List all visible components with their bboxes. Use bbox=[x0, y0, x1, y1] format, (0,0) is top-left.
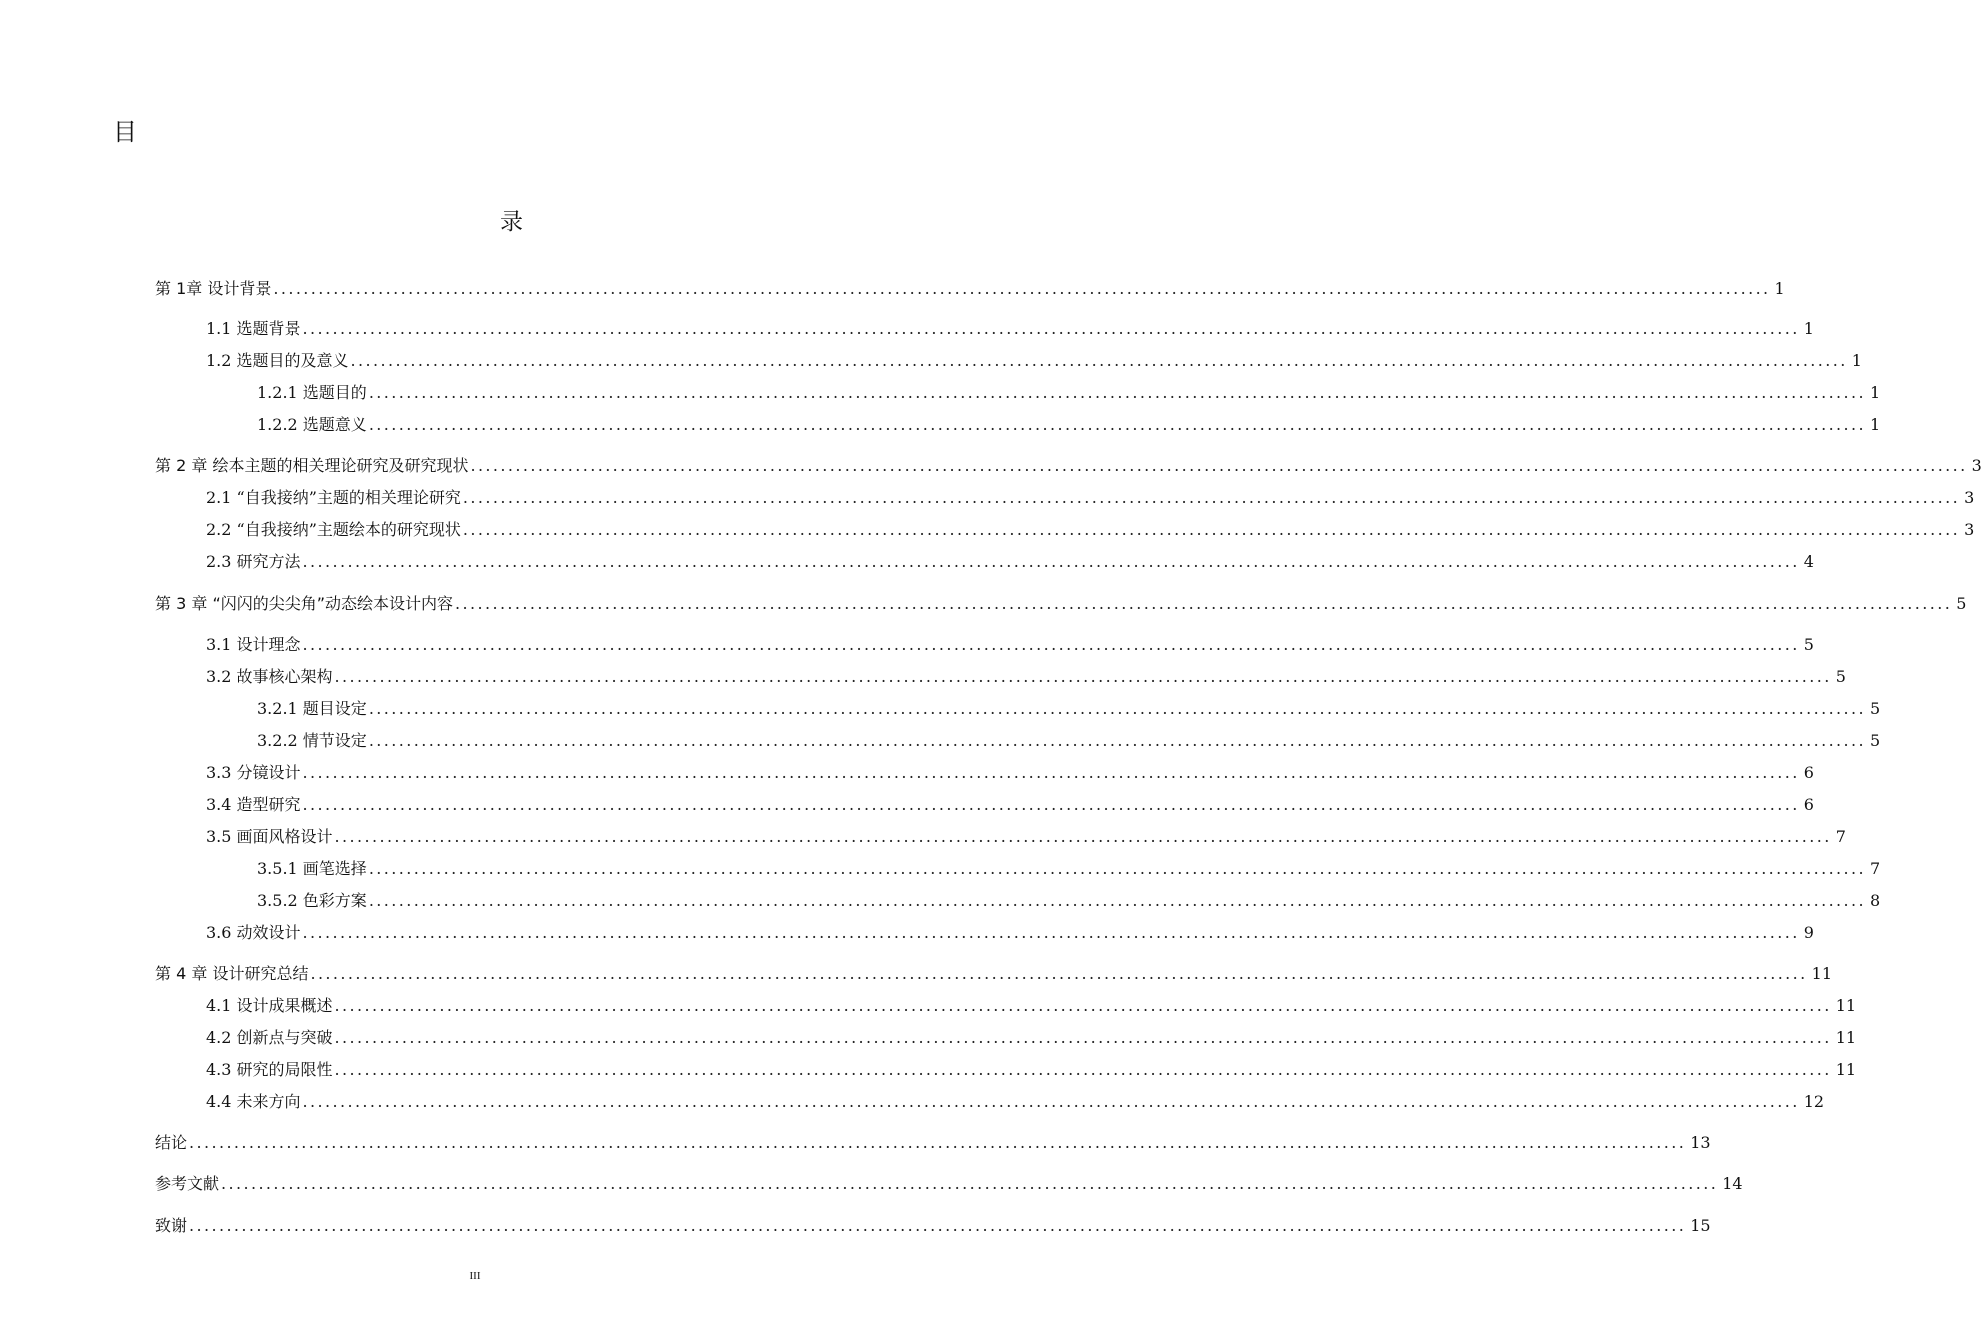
toc-entry-page-number: 4 bbox=[1803, 552, 1814, 571]
toc-entry[interactable] bbox=[257, 858, 1881, 880]
dot-leader: ........................................................................................................................................................................................................ bbox=[368, 891, 1866, 910]
toc-entry-page-number: 1 bbox=[1870, 415, 1881, 434]
toc-entry[interactable] bbox=[206, 1059, 1857, 1081]
toc-entry-label: 第 1章 设计背景 bbox=[155, 279, 272, 298]
toc-entry-page-number: 1 bbox=[1803, 319, 1814, 338]
toc-entry-label: 3.5.2 色彩方案 bbox=[257, 891, 367, 910]
toc-entry[interactable] bbox=[257, 698, 1881, 720]
toc-entry-page-number: 5 bbox=[1870, 731, 1881, 750]
toc-entry-label: 2.1 “自我接纳”主题的相关理论研究 bbox=[206, 488, 461, 507]
dot-leader: ........................................................................................................................................................................................................ bbox=[334, 1028, 1832, 1047]
toc-entry-page-number: 11 bbox=[1811, 964, 1832, 983]
toc-entry-label: 1.2.2 选题意义 bbox=[257, 415, 367, 434]
dot-leader: ........................................................................................................................................................................................................ bbox=[462, 520, 1961, 539]
toc-entry[interactable] bbox=[206, 794, 1814, 816]
toc-entry-label: 3.3 分镜设计 bbox=[206, 763, 301, 782]
toc-entry[interactable] bbox=[155, 963, 1832, 985]
page-number-footer: III bbox=[469, 1270, 481, 1282]
toc-entry-label: 3.2.2 情节设定 bbox=[257, 731, 367, 750]
toc-entry[interactable] bbox=[155, 1215, 1711, 1237]
toc-entry[interactable] bbox=[206, 519, 1975, 541]
dot-leader: ........................................................................................................................................................................................................ bbox=[462, 488, 1961, 507]
toc-entry[interactable] bbox=[206, 551, 1814, 573]
toc-entry-page-number: 3 bbox=[1964, 520, 1975, 539]
toc-entry-label: 3.6 动效设计 bbox=[206, 923, 301, 942]
toc-entry-page-number: 13 bbox=[1690, 1133, 1711, 1152]
toc-entry-page-number: 3 bbox=[1964, 488, 1975, 507]
toc-entry-page-number: 6 bbox=[1803, 763, 1814, 782]
dot-leader: ........................................................................................................................................................................................................ bbox=[368, 383, 1866, 402]
dot-leader: ........................................................................................................................................................................................................ bbox=[189, 1216, 1687, 1235]
toc-entry-page-number: 14 bbox=[1722, 1174, 1743, 1193]
toc-entry[interactable] bbox=[206, 666, 1846, 688]
toc-entry-label: 3.5.1 画笔选择 bbox=[257, 859, 367, 878]
toc-entry-label: 第 3 章 “闪闪的尖尖角”动态绘本设计内容 bbox=[155, 594, 454, 613]
dot-leader: ........................................................................................................................................................................................................ bbox=[302, 319, 1800, 338]
toc-entry-label: 1.1 选题背景 bbox=[206, 319, 301, 338]
toc-entry[interactable] bbox=[257, 730, 1881, 752]
toc-entry-page-number: 1 bbox=[1870, 383, 1881, 402]
dot-leader: ........................................................................................................................................................................................................ bbox=[368, 699, 1866, 718]
dot-leader: ........................................................................................................................................................................................................ bbox=[189, 1133, 1687, 1152]
dot-leader: ........................................................................................................................................................................................................ bbox=[302, 635, 1800, 654]
toc-entry[interactable] bbox=[206, 634, 1814, 656]
toc-entry-page-number: 5 bbox=[1870, 699, 1881, 718]
toc-entry-page-number: 11 bbox=[1835, 1028, 1857, 1047]
toc-entry[interactable] bbox=[206, 1091, 1825, 1113]
toc-entry[interactable] bbox=[155, 455, 1982, 477]
dot-leader: ........................................................................................................................................................................................................ bbox=[334, 996, 1832, 1015]
toc-entry-page-number: 7 bbox=[1835, 827, 1846, 846]
toc-entry-label: 2.3 研究方法 bbox=[206, 552, 301, 571]
toc-entry-label: 2.2 “自我接纳”主题绘本的研究现状 bbox=[206, 520, 461, 539]
toc-entry-page-number: 11 bbox=[1835, 996, 1857, 1015]
toc-entry-label: 4.1 设计成果概述 bbox=[206, 996, 333, 1015]
toc-entry[interactable] bbox=[206, 826, 1846, 848]
toc-heading-part2: 录 bbox=[500, 209, 523, 235]
toc-entry-label: 致谢 bbox=[155, 1216, 188, 1235]
toc-entry[interactable] bbox=[155, 1132, 1711, 1154]
toc-entry[interactable] bbox=[155, 1173, 1743, 1195]
toc-entry-label: 4.2 创新点与突破 bbox=[206, 1028, 333, 1047]
dot-leader: ........................................................................................................................................................................................................ bbox=[302, 795, 1800, 814]
toc-entry[interactable] bbox=[257, 890, 1881, 912]
dot-leader: ........................................................................................................................................................................................................ bbox=[334, 1060, 1832, 1079]
toc-entry[interactable] bbox=[206, 350, 1862, 372]
toc-entry[interactable] bbox=[206, 318, 1814, 340]
dot-leader: ........................................................................................................................................................................................................ bbox=[302, 552, 1800, 571]
toc-entry-label: 结论 bbox=[155, 1133, 188, 1152]
toc-entry[interactable] bbox=[257, 382, 1881, 404]
toc-entry-page-number: 15 bbox=[1690, 1216, 1711, 1235]
toc-entry-label: 3.1 设计理念 bbox=[206, 635, 301, 654]
toc-entry-label: 参考文献 bbox=[155, 1174, 220, 1193]
toc-entry-label: 第 2 章 绘本主题的相关理论研究及研究现状 bbox=[155, 456, 469, 475]
toc-entry-page-number: 9 bbox=[1803, 923, 1814, 942]
toc-entry-label: 3.4 造型研究 bbox=[206, 795, 301, 814]
dot-leader: ........................................................................................................................................................................................................ bbox=[334, 827, 1832, 846]
dot-leader: ........................................................................................................................................................................................................ bbox=[470, 456, 1968, 475]
toc-entry-label: 3.2.1 题目设定 bbox=[257, 699, 367, 718]
toc-entry-label: 1.2.1 选题目的 bbox=[257, 383, 367, 402]
dot-leader: ........................................................................................................................................................................................................ bbox=[334, 667, 1832, 686]
dot-leader: ........................................................................................................................................................................................................ bbox=[368, 859, 1866, 878]
toc-entry[interactable] bbox=[155, 278, 1785, 300]
toc-entry-page-number: 12 bbox=[1803, 1092, 1825, 1111]
toc-entry-page-number: 6 bbox=[1803, 795, 1814, 814]
toc-entry-page-number: 3 bbox=[1971, 456, 1982, 475]
toc-entry-label: 4.3 研究的局限性 bbox=[206, 1060, 333, 1079]
dot-leader: ........................................................................................................................................................................................................ bbox=[368, 415, 1866, 434]
toc-entry-page-number: 11 bbox=[1835, 1060, 1857, 1079]
toc-entry[interactable] bbox=[155, 593, 1967, 615]
toc-entry-page-number: 5 bbox=[1835, 667, 1846, 686]
toc-entry-page-number: 1 bbox=[1851, 351, 1862, 370]
toc-entry-label: 3.5 画面风格设计 bbox=[206, 827, 333, 846]
dot-leader: ........................................................................................................................................................................................................ bbox=[302, 763, 1800, 782]
toc-entry-page-number: 5 bbox=[1956, 594, 1967, 613]
dot-leader: ........................................................................................................................................................................................................ bbox=[221, 1174, 1719, 1193]
toc-entry[interactable] bbox=[206, 922, 1814, 944]
toc-entry[interactable] bbox=[257, 414, 1881, 436]
toc-entry-page-number: 5 bbox=[1803, 635, 1814, 654]
toc-heading-part1: 目 bbox=[113, 118, 137, 146]
dot-leader: ........................................................................................................................................................................................................ bbox=[368, 731, 1866, 750]
toc-entry-page-number: 8 bbox=[1870, 891, 1881, 910]
toc-entry-label: 4.4 未来方向 bbox=[206, 1092, 301, 1111]
toc-entry-page-number: 7 bbox=[1870, 859, 1881, 878]
dot-leader: ........................................................................................................................................................................................................ bbox=[455, 594, 1953, 613]
toc-entry-page-number: 1 bbox=[1774, 279, 1785, 298]
toc-entry-label: 3.2 故事核心架构 bbox=[206, 667, 333, 686]
toc-entry-label: 第 4 章 设计研究总结 bbox=[155, 964, 309, 983]
toc-entry[interactable] bbox=[206, 1027, 1857, 1049]
toc-entry[interactable] bbox=[206, 762, 1814, 784]
toc-entry[interactable] bbox=[206, 487, 1975, 509]
dot-leader: ........................................................................................................................................................................................................ bbox=[273, 279, 1771, 298]
dot-leader: ........................................................................................................................................................................................................ bbox=[302, 1092, 1800, 1111]
dot-leader: ........................................................................................................................................................................................................ bbox=[350, 351, 1848, 370]
dot-leader: ........................................................................................................................................................................................................ bbox=[302, 923, 1800, 942]
dot-leader: ........................................................................................................................................................................................................ bbox=[310, 964, 1808, 983]
toc-entry[interactable] bbox=[206, 995, 1857, 1017]
toc-entry-label: 1.2 选题目的及意义 bbox=[206, 351, 349, 370]
